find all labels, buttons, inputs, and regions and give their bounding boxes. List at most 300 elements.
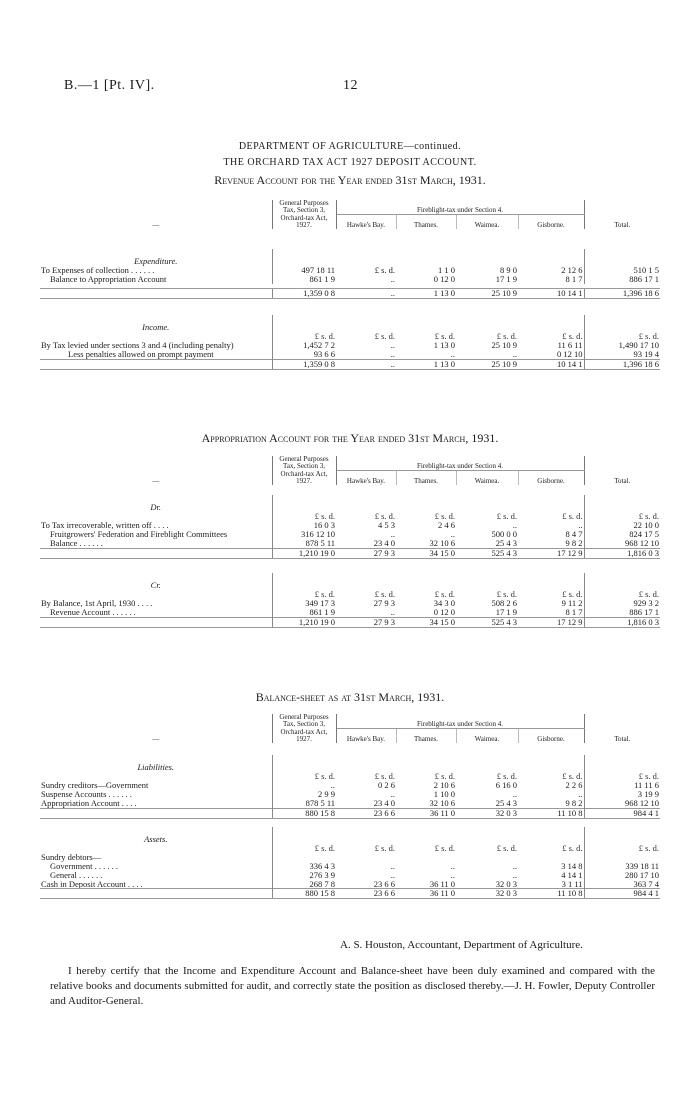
unit-label: £ s. d. xyxy=(584,844,660,853)
row-label: Cash in Deposit Account . . . . xyxy=(41,879,143,889)
unit-label: £ s. d. xyxy=(374,589,395,599)
unit-label: £ s. d. xyxy=(272,332,336,341)
total-row xyxy=(40,808,660,818)
section-heading-row xyxy=(40,827,660,844)
amount-cell: 8 9 0 xyxy=(500,266,517,276)
amount-cell: 36 11 0 xyxy=(429,879,455,889)
amount-cell: .. xyxy=(390,340,395,350)
section-heading: Dr. xyxy=(150,502,162,513)
district-header-waimea: Waimea. xyxy=(456,471,518,486)
unit-row xyxy=(40,844,660,853)
empty-cell xyxy=(518,827,584,844)
amount-cell: .. xyxy=(512,861,517,871)
amount-cell: .. xyxy=(390,530,395,540)
amount-cell xyxy=(272,853,336,862)
unit-row xyxy=(40,590,660,599)
amount-cell: 2 4 6 xyxy=(438,521,455,531)
empty-cell xyxy=(40,808,272,818)
fireblight-header: Fireblight-tax under Section 4. xyxy=(336,456,584,471)
amount-cell: 280 17 10 xyxy=(584,871,660,880)
unit-label: £ s. d. xyxy=(272,772,336,781)
table-row xyxy=(40,862,660,871)
empty-cell xyxy=(396,495,456,512)
amount-cell: .. xyxy=(512,349,517,359)
empty-cell xyxy=(456,249,518,266)
table-row xyxy=(40,350,660,359)
empty-cell xyxy=(518,249,584,266)
spacer-row xyxy=(40,743,660,755)
amount-cell: 276 3 9 xyxy=(272,871,336,880)
row-label: Sundry creditors—Government xyxy=(41,781,149,791)
total-amount: 880 15 8 xyxy=(272,808,336,818)
unit-label: £ s. d. xyxy=(562,512,583,522)
row-label: Government . . . . . . xyxy=(50,861,118,871)
unit-label: £ s. d. xyxy=(374,772,395,782)
section-heading: Expenditure. xyxy=(134,256,178,267)
empty-cell xyxy=(40,844,272,853)
amount-cell: 3 19 9 xyxy=(584,790,660,799)
amount-cell: 316 12 10 xyxy=(272,530,336,539)
empty-cell xyxy=(272,827,336,844)
total-amount: 36 11 0 xyxy=(396,889,456,899)
spacer-row xyxy=(40,299,660,316)
empty-cell xyxy=(518,573,584,590)
amount-cell: 1 13 0 xyxy=(433,340,455,350)
district-header-thames: Thames. xyxy=(396,729,456,744)
row-label: By Balance, 1st April, 1930 . . . . xyxy=(41,598,153,608)
amount-cell: 11 6 11 xyxy=(557,340,583,350)
empty-cell xyxy=(456,315,518,332)
total-amount: 27 9 3 xyxy=(336,617,396,627)
amount-cell: .. xyxy=(390,275,395,285)
amount-cell: 968 12 10 xyxy=(584,539,660,548)
unit-label: £ s. d. xyxy=(374,512,395,522)
table-row xyxy=(40,781,660,790)
total-amount: 984 4 1 xyxy=(584,808,660,818)
section-heading-row xyxy=(40,249,660,266)
column-header-row xyxy=(40,456,660,471)
page-number: 12 xyxy=(343,78,358,93)
unit-row xyxy=(40,512,660,521)
total-amount: 17 12 9 xyxy=(518,617,584,627)
general-purposes-header-line: Orchard-tax Act, xyxy=(280,213,328,222)
amount-cell: 34 3 0 xyxy=(433,598,455,608)
empty-cell xyxy=(336,827,396,844)
unit-label: £ s. d. xyxy=(434,589,455,599)
total-amount: 11 10 8 xyxy=(518,889,584,899)
balance-sheet-table xyxy=(40,714,660,899)
amount-cell: 25 4 3 xyxy=(495,539,517,549)
amount-cell: 3 14 8 xyxy=(561,861,583,871)
empty-cell xyxy=(40,512,272,521)
amount-cell: 32 10 6 xyxy=(429,799,455,809)
amount-cell: 32 0 3 xyxy=(495,879,517,889)
amount-cell: .. xyxy=(512,790,517,800)
column-header-row xyxy=(40,714,660,729)
amount-cell: 2 2 6 xyxy=(565,781,583,791)
amount-cell: 861 1 9 xyxy=(272,275,336,284)
district-header-gisborne: Gisborne. xyxy=(518,471,584,486)
general-purposes-header-line: Tax, Section 3, xyxy=(283,720,325,729)
amount-cell: 886 17 1 xyxy=(584,275,660,284)
table-row xyxy=(40,790,660,799)
table-row xyxy=(40,539,660,548)
amount-cell: 9 11 2 xyxy=(561,598,583,608)
general-purposes-header-line: General Purposes xyxy=(279,200,329,207)
total-header: Total. xyxy=(584,456,660,485)
empty-cell xyxy=(584,315,660,332)
empty-cell xyxy=(272,755,336,772)
unit-label: £ s. d. xyxy=(434,843,455,853)
column-header-row xyxy=(40,200,660,215)
empty-cell xyxy=(396,315,456,332)
total-amount: 1,359 0 8 xyxy=(272,359,336,369)
general-purposes-header-line: Tax, Section 3, xyxy=(283,206,325,215)
amount-cell: 16 0 3 xyxy=(272,521,336,530)
district-header-waimea: Waimea. xyxy=(456,729,518,744)
total-header: Total. xyxy=(584,714,660,743)
amount-cell: 2 9 9 xyxy=(272,790,336,799)
general-purposes-header xyxy=(272,200,336,229)
amount-cell: 861 1 9 xyxy=(272,608,336,617)
amount-cell: .. xyxy=(390,861,395,871)
amount-cell: 349 17 3 xyxy=(272,599,336,608)
amount-cell: .. xyxy=(390,349,395,359)
unit-label: £ s. d. xyxy=(496,589,517,599)
total-amount: 17 12 9 xyxy=(518,548,584,558)
empty-cell xyxy=(40,332,272,341)
spacer xyxy=(40,299,660,316)
empty-cell xyxy=(40,889,272,899)
row-label: Appropriation Account . . . . xyxy=(41,799,137,809)
amount-cell: 878 5 11 xyxy=(272,799,336,808)
amount-cell xyxy=(396,853,456,862)
section-heading-row xyxy=(40,315,660,332)
empty-cell xyxy=(336,495,396,512)
section-heading: Liabilities. xyxy=(137,762,175,773)
amount-cell: 2 12 6 xyxy=(561,266,583,276)
total-amount: 880 15 8 xyxy=(272,889,336,899)
empty-cell xyxy=(456,495,518,512)
amount-cell: £ s. d. xyxy=(374,266,395,276)
total-amount: 1,816 0 3 xyxy=(584,548,660,558)
general-purposes-header xyxy=(272,714,336,743)
empty-cell xyxy=(584,755,660,772)
total-row xyxy=(40,548,660,558)
table-row xyxy=(40,266,660,275)
amount-cell: 93 19 4 xyxy=(584,350,660,359)
total-row xyxy=(40,289,660,299)
empty-cell xyxy=(40,772,272,781)
total-amount: 1,396 18 6 xyxy=(584,289,660,299)
unit-label: £ s. d. xyxy=(434,331,455,341)
amount-cell: 32 10 6 xyxy=(429,539,455,549)
table-row xyxy=(40,521,660,530)
total-amount: 525 4 3 xyxy=(456,617,518,627)
total-amount: 984 4 1 xyxy=(584,889,660,899)
section-heading: Assets. xyxy=(144,833,168,844)
general-purposes-header-line: Orchard-tax Act, xyxy=(280,469,328,478)
amount-cell: 8 1 7 xyxy=(565,607,583,617)
unit-label: £ s. d. xyxy=(272,512,336,521)
amount-cell: 1 10 0 xyxy=(433,790,455,800)
amount-cell: 363 7 4 xyxy=(584,880,660,889)
general-purposes-header xyxy=(272,456,336,485)
amount-cell: .. xyxy=(272,781,336,790)
general-purposes-header-line: 1927. xyxy=(296,735,312,744)
amount-cell: 878 5 11 xyxy=(272,539,336,548)
row-label: To Expenses of collection . . . . . . xyxy=(41,266,155,276)
empty-cell xyxy=(456,573,518,590)
row-label: Revenue Account . . . . . . xyxy=(50,607,136,617)
empty-cell xyxy=(584,249,660,266)
empty-cell xyxy=(272,573,336,590)
amount-cell: 508 2 6 xyxy=(491,598,517,608)
amount-cell: 23 6 6 xyxy=(373,879,395,889)
amount-cell: 25 4 3 xyxy=(495,799,517,809)
amount-cell: 1,490 17 10 xyxy=(584,341,660,350)
unit-label: £ s. d. xyxy=(374,843,395,853)
unit-label: £ s. d. xyxy=(562,589,583,599)
amount-cell: 3 1 11 xyxy=(561,879,583,889)
general-purposes-header-line: 1927. xyxy=(296,477,312,486)
total-amount: 10 14 1 xyxy=(518,289,584,299)
amount-cell xyxy=(584,853,660,862)
total-amount: 23 6 6 xyxy=(336,889,396,899)
table-row xyxy=(40,871,660,880)
row-label: Balance to Appropriation Account xyxy=(50,275,167,285)
amount-cell: 500 0 0 xyxy=(491,530,517,540)
total-amount: 34 15 0 xyxy=(396,548,456,558)
amount-cell: 23 4 0 xyxy=(373,799,395,809)
total-row xyxy=(40,889,660,899)
unit-label: £ s. d. xyxy=(434,512,455,522)
amount-cell: .. xyxy=(450,870,455,880)
total-amount: 1 13 0 xyxy=(396,359,456,369)
amount-cell: 1 1 0 xyxy=(438,266,455,276)
total-amount: 1,396 18 6 xyxy=(584,359,660,369)
unit-label: £ s. d. xyxy=(496,331,517,341)
unit-label: £ s. d. xyxy=(496,772,517,782)
empty-cell xyxy=(584,827,660,844)
unit-label: £ s. d. xyxy=(272,590,336,599)
table-row xyxy=(40,599,660,608)
total-amount: 36 11 0 xyxy=(396,808,456,818)
total-amount: 1,816 0 3 xyxy=(584,617,660,627)
unit-label: £ s. d. xyxy=(584,772,660,781)
spacer xyxy=(40,818,660,827)
amount-cell: 0 12 0 xyxy=(433,607,455,617)
total-amount: 11 10 8 xyxy=(518,808,584,818)
empty-cell xyxy=(40,617,272,627)
empty-cell xyxy=(336,755,396,772)
total-amount: 1,359 0 8 xyxy=(272,289,336,299)
district-header-gisborne: Gisborne. xyxy=(518,729,584,744)
amount-cell: 268 7 8 xyxy=(272,880,336,889)
row-label: Suspense Accounts . . . . . . xyxy=(41,790,132,800)
section-heading-row xyxy=(40,755,660,772)
unit-label: £ s. d. xyxy=(496,843,517,853)
spacer xyxy=(40,229,660,249)
amount-cell: 886 17 1 xyxy=(584,608,660,617)
spacer xyxy=(40,558,660,573)
unit-label: £ s. d. xyxy=(434,772,455,782)
row-label: Less penalties allowed on prompt payment xyxy=(68,349,214,359)
total-amount: .. xyxy=(336,359,396,369)
general-purposes-header-line: General Purposes xyxy=(279,456,329,463)
amount-cell: 1,452 7 2 xyxy=(272,341,336,350)
empty-cell xyxy=(40,359,272,369)
amount-cell: 0 2 6 xyxy=(378,781,395,791)
empty-cell xyxy=(396,249,456,266)
empty-cell xyxy=(336,573,396,590)
total-amount: 27 9 3 xyxy=(336,548,396,558)
amount-cell: 9 8 2 xyxy=(565,539,583,549)
unit-label: £ s. d. xyxy=(374,331,395,341)
total-amount: 1,210 19 0 xyxy=(272,617,336,627)
amount-cell: .. xyxy=(390,607,395,617)
page-reference: B.—1 [Pt. IV]. xyxy=(64,78,155,93)
amount-cell: 4 14 1 xyxy=(561,870,583,880)
amount-cell: .. xyxy=(390,870,395,880)
amount-cell: 929 3 2 xyxy=(584,599,660,608)
total-row xyxy=(40,617,660,627)
total-header: Total. xyxy=(584,200,660,229)
amount-cell: 336 4 3 xyxy=(272,862,336,871)
spacer xyxy=(40,485,660,495)
general-purposes-header-line: 1927. xyxy=(296,221,312,230)
amount-cell: .. xyxy=(578,521,583,531)
unit-row xyxy=(40,772,660,781)
description-header: — xyxy=(152,477,160,486)
amount-cell: 0 12 10 xyxy=(557,349,583,359)
unit-row xyxy=(40,332,660,341)
amount-cell: .. xyxy=(450,349,455,359)
table-row xyxy=(40,880,660,889)
empty-cell xyxy=(518,755,584,772)
empty-cell xyxy=(584,495,660,512)
fireblight-header: Fireblight-tax under Section 4. xyxy=(336,714,584,729)
amount-cell: 8 4 7 xyxy=(565,530,583,540)
department-title: DEPARTMENT OF AGRICULTURE—continued. xyxy=(238,141,462,152)
total-amount: .. xyxy=(336,289,396,299)
total-amount: 23 6 6 xyxy=(336,808,396,818)
total-amount: 10 14 1 xyxy=(518,359,584,369)
unit-label: £ s. d. xyxy=(496,512,517,522)
amount-cell: 2 10 6 xyxy=(433,781,455,791)
table-row xyxy=(40,853,660,862)
district-header-hawkes: Hawke's Bay. xyxy=(336,215,396,230)
amount-cell xyxy=(456,853,518,862)
empty-cell xyxy=(518,495,584,512)
empty-cell xyxy=(396,755,456,772)
accountant-signature: A. S. Houston, Accountant, Department of Agriculture. xyxy=(340,939,583,951)
total-amount: 32 0 3 xyxy=(456,889,518,899)
amount-cell: 4 5 3 xyxy=(378,521,395,531)
total-amount: 32 0 3 xyxy=(456,808,518,818)
empty-cell xyxy=(518,315,584,332)
unit-label: £ s. d. xyxy=(562,772,583,782)
general-purposes-header-line: General Purposes xyxy=(279,714,329,721)
total-amount: 25 10 9 xyxy=(456,289,518,299)
empty-cell xyxy=(336,315,396,332)
row-label: By Tax levied under sections 3 and 4 (including penalty) xyxy=(41,340,234,350)
amount-cell: 824 17 5 xyxy=(584,530,660,539)
total-row xyxy=(40,359,660,369)
amount-cell: 0 12 0 xyxy=(433,275,455,285)
total-amount: 525 4 3 xyxy=(456,548,518,558)
balance-sheet-title: Balance-sheet as at 31st March, 1931. xyxy=(255,690,445,704)
empty-cell xyxy=(584,573,660,590)
unit-label: £ s. d. xyxy=(272,844,336,853)
amount-cell: .. xyxy=(450,530,455,540)
amount-cell: 9 8 2 xyxy=(565,799,583,809)
empty-cell xyxy=(40,289,272,299)
audit-certificate: I hereby certify that the Income and Expenditure Account and Balance-sheet have been duly examined and compared with the relative books and documents submitted for audit, and correctly state the position as disclosed thereby.—J. H. Fowler, Deputy Controller and Auditor-General. xyxy=(50,965,655,1007)
section-heading: Income. xyxy=(142,322,170,332)
section-heading-row xyxy=(40,495,660,512)
empty-cell xyxy=(40,548,272,558)
amount-cell: .. xyxy=(390,790,395,800)
table-row xyxy=(40,530,660,539)
amount-cell: .. xyxy=(512,870,517,880)
act-title: THE ORCHARD TAX ACT 1927 DEPOSIT ACCOUNT. xyxy=(223,157,477,168)
general-purposes-header-line: Tax, Section 3, xyxy=(283,462,325,471)
amount-cell: 339 18 11 xyxy=(584,862,660,871)
amount-cell: 17 1 9 xyxy=(495,275,517,285)
spacer-row xyxy=(40,229,660,249)
amount-cell: .. xyxy=(578,790,583,800)
unit-label: £ s. d. xyxy=(584,332,660,341)
empty-cell xyxy=(396,573,456,590)
row-label: Balance . . . . . . xyxy=(50,539,103,549)
empty-cell xyxy=(456,827,518,844)
fireblight-header: Fireblight-tax under Section 4. xyxy=(336,200,584,215)
empty-cell xyxy=(272,249,336,266)
district-header-hawkes: Hawke's Bay. xyxy=(336,729,396,744)
general-purposes-header-line: Orchard-tax Act, xyxy=(280,727,328,736)
empty-cell xyxy=(40,590,272,599)
description-header: — xyxy=(152,735,160,744)
amount-cell: 6 16 0 xyxy=(495,781,517,791)
unit-label: £ s. d. xyxy=(562,331,583,341)
unit-label: £ s. d. xyxy=(584,590,660,599)
amount-cell: .. xyxy=(450,861,455,871)
total-amount: 25 10 9 xyxy=(456,359,518,369)
row-label: Sundry debtors— xyxy=(41,852,102,862)
row-label: Fruitgrowers' Federation and Fireblight Committees xyxy=(50,530,228,540)
appropriation-title: Appropriation Account for the Year ended 31st March, 1931. xyxy=(201,431,499,445)
spacer-row xyxy=(40,485,660,495)
amount-cell: 25 10 9 xyxy=(491,340,517,350)
district-header-hawkes: Hawke's Bay. xyxy=(336,471,396,486)
spacer-row xyxy=(40,818,660,827)
amount-cell: 22 10 0 xyxy=(584,521,660,530)
empty-cell xyxy=(456,755,518,772)
table-row xyxy=(40,799,660,808)
empty-cell xyxy=(396,827,456,844)
total-amount: 34 15 0 xyxy=(396,617,456,627)
appropriation-account-table xyxy=(40,456,660,628)
amount-cell: 17 1 9 xyxy=(495,607,517,617)
amount-cell xyxy=(336,853,396,862)
district-header-thames: Thames. xyxy=(396,215,456,230)
spacer-row xyxy=(40,558,660,573)
unit-label: £ s. d. xyxy=(584,512,660,521)
district-header-thames: Thames. xyxy=(396,471,456,486)
amount-cell: 968 12 10 xyxy=(584,799,660,808)
district-header-waimea: Waimea. xyxy=(456,215,518,230)
